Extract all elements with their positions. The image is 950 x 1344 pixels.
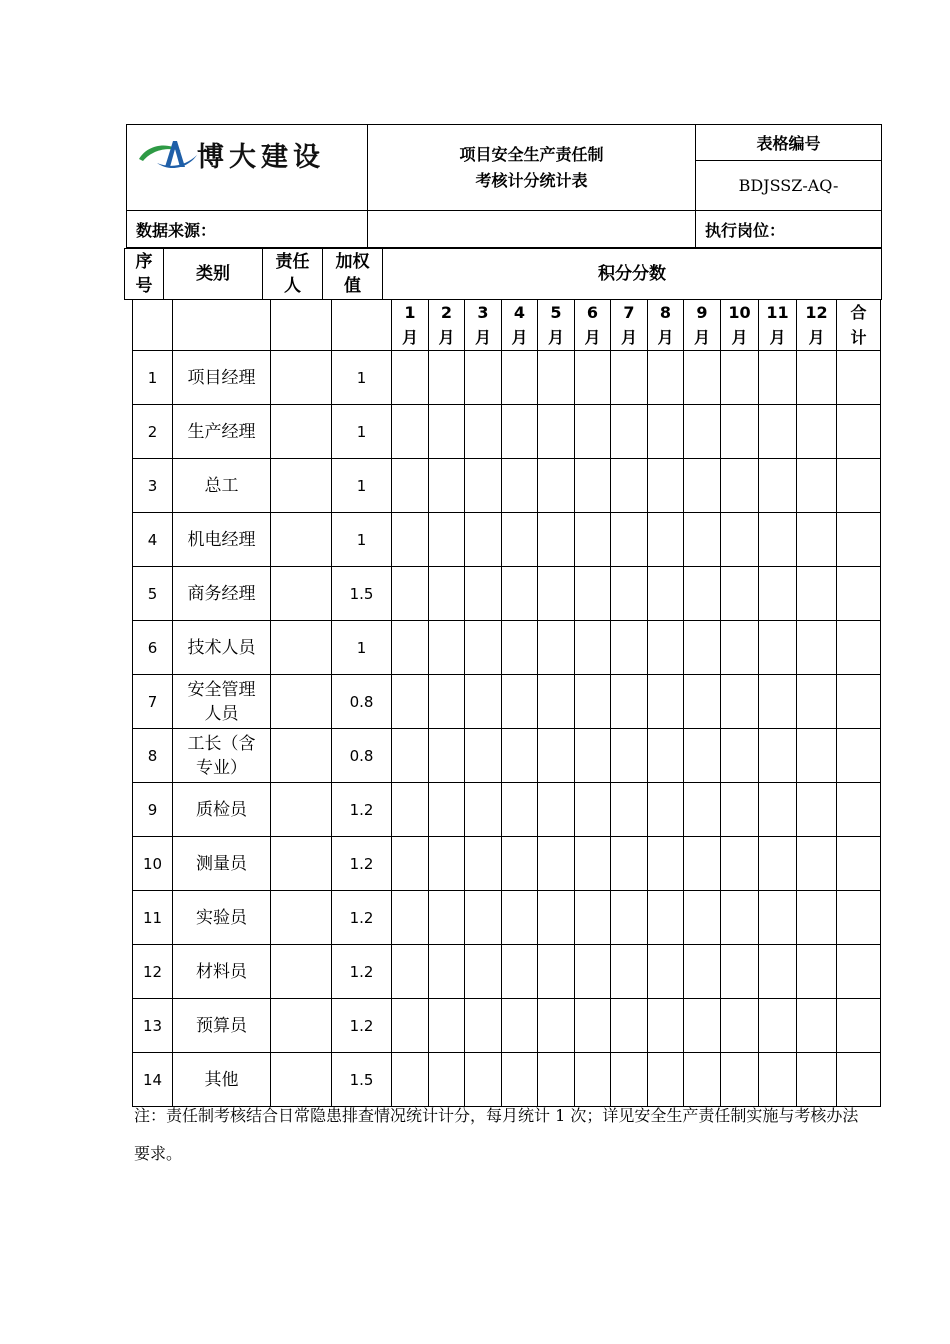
score-cell	[759, 567, 797, 621]
score-cell	[538, 567, 575, 621]
category-cell: 测量员	[173, 837, 271, 891]
score-cell	[721, 459, 759, 513]
score-cell	[797, 675, 837, 729]
score-cell	[429, 405, 465, 459]
score-cell	[502, 513, 538, 567]
weight-cell: 1.2	[332, 783, 392, 837]
score-cell	[465, 945, 502, 999]
score-cell	[611, 999, 648, 1053]
table-row	[133, 405, 881, 459]
score-cell	[797, 567, 837, 621]
score-cell	[538, 513, 575, 567]
score-cell	[502, 405, 538, 459]
weight-cell: 1.2	[332, 837, 392, 891]
score-cell	[797, 513, 837, 567]
score-cell	[684, 351, 721, 405]
category-cell: 材料员	[173, 945, 271, 999]
score-cell	[684, 837, 721, 891]
category-cell: 生产经理	[173, 405, 271, 459]
score-cell	[392, 513, 429, 567]
score-cell	[759, 513, 797, 567]
score-cell	[648, 891, 684, 945]
score-cell	[759, 621, 797, 675]
score-cell	[684, 675, 721, 729]
score-cell	[538, 459, 575, 513]
seq-cell: 13	[133, 999, 173, 1053]
weight-cell: 1.5	[332, 1053, 392, 1107]
score-cell	[575, 999, 611, 1053]
score-cell	[721, 891, 759, 945]
score-cell	[684, 459, 721, 513]
category-header: 类别	[164, 249, 263, 300]
score-cell	[429, 999, 465, 1053]
weight-cell: 1.2	[332, 891, 392, 945]
person-cell	[271, 837, 332, 891]
score-cell	[429, 729, 465, 783]
score-cell	[575, 405, 611, 459]
score-cell	[538, 405, 575, 459]
score-cell	[465, 729, 502, 783]
form-header	[126, 124, 882, 248]
score-cell	[797, 351, 837, 405]
month-header-4: 4 月	[502, 300, 538, 351]
score-cell	[392, 351, 429, 405]
seq-cell: 14	[133, 1053, 173, 1107]
score-cell	[502, 567, 538, 621]
score-cell	[648, 513, 684, 567]
seq-cell: 1	[133, 351, 173, 405]
score-cell	[648, 459, 684, 513]
score-cell	[465, 837, 502, 891]
score-cell	[502, 837, 538, 891]
score-cell	[684, 405, 721, 459]
total-header: 合 计	[837, 300, 881, 351]
score-cell	[721, 729, 759, 783]
score-cell	[759, 459, 797, 513]
category-cell: 项目经理	[173, 351, 271, 405]
score-cell	[429, 837, 465, 891]
score-cell	[538, 729, 575, 783]
score-cell	[797, 459, 837, 513]
score-cell	[502, 999, 538, 1053]
total-cell	[837, 675, 881, 729]
score-cell	[721, 837, 759, 891]
month-header-12: 12 月	[797, 300, 837, 351]
score-cell	[684, 621, 721, 675]
score-cell	[648, 729, 684, 783]
score-cell	[721, 783, 759, 837]
score-cell	[648, 567, 684, 621]
score-cell	[429, 675, 465, 729]
person-cell	[271, 621, 332, 675]
score-cell	[538, 999, 575, 1053]
blank-header-cell	[133, 300, 173, 351]
form-title	[368, 125, 696, 211]
category-cell: 实验员	[173, 891, 271, 945]
score-cell	[429, 459, 465, 513]
table-row	[133, 621, 881, 675]
score-cell	[392, 891, 429, 945]
score-cell	[465, 891, 502, 945]
month-header-11: 11 月	[759, 300, 797, 351]
score-cell	[797, 621, 837, 675]
total-cell	[837, 837, 881, 891]
score-cell	[648, 621, 684, 675]
logo-mark-icon	[137, 133, 199, 173]
score-cell	[611, 513, 648, 567]
score-cell	[575, 729, 611, 783]
month-header-5: 5 月	[538, 300, 575, 351]
score-cell	[575, 621, 611, 675]
score-cell	[465, 675, 502, 729]
title-line-1: 项目安全生产责任制	[459, 144, 604, 164]
score-cell	[797, 837, 837, 891]
person-cell	[271, 405, 332, 459]
table-row	[133, 891, 881, 945]
total-cell	[837, 513, 881, 567]
total-cell	[837, 891, 881, 945]
score-cell	[502, 945, 538, 999]
blank-header-cell	[332, 300, 392, 351]
seq-cell: 2	[133, 405, 173, 459]
score-cell	[721, 513, 759, 567]
score-cell	[648, 405, 684, 459]
score-cell	[759, 837, 797, 891]
score-cell	[721, 675, 759, 729]
score-cell	[611, 567, 648, 621]
table-row	[133, 567, 881, 621]
person-cell	[271, 783, 332, 837]
score-cell	[684, 891, 721, 945]
footnote: 注：责任制考核结合日常隐患排查情况统计计分，每月统计 1 次；详见安全生产责任制实施与考核办法要求。	[134, 1106, 859, 1163]
seq-cell: 12	[133, 945, 173, 999]
score-header: 积分分数	[383, 249, 882, 300]
score-cell	[684, 945, 721, 999]
score-cell	[648, 675, 684, 729]
score-cell	[759, 945, 797, 999]
month-header-9: 9 月	[684, 300, 721, 351]
category-cell: 机电经理	[173, 513, 271, 567]
total-cell	[837, 945, 881, 999]
category-cell: 预算员	[173, 999, 271, 1053]
category-cell: 工长（含专业）	[173, 729, 271, 783]
score-cell	[429, 621, 465, 675]
score-cell	[538, 621, 575, 675]
seq-cell: 3	[133, 459, 173, 513]
total-cell	[837, 621, 881, 675]
score-cell	[465, 513, 502, 567]
seq-cell: 10	[133, 837, 173, 891]
score-cell	[759, 405, 797, 459]
score-cell	[502, 729, 538, 783]
total-cell	[837, 459, 881, 513]
score-cell	[392, 459, 429, 513]
score-cell	[538, 837, 575, 891]
data-source-label: 数据来源：	[127, 211, 368, 248]
score-table	[132, 299, 881, 1107]
score-cell	[721, 405, 759, 459]
score-cell	[575, 513, 611, 567]
score-cell	[392, 405, 429, 459]
score-cell	[392, 567, 429, 621]
score-cell	[684, 783, 721, 837]
seq-cell: 7	[133, 675, 173, 729]
weight-cell: 1	[332, 351, 392, 405]
score-cell	[611, 891, 648, 945]
total-cell	[837, 567, 881, 621]
score-cell	[797, 783, 837, 837]
score-cell	[465, 999, 502, 1053]
month-header-8: 8 月	[648, 300, 684, 351]
score-cell	[721, 351, 759, 405]
score-cell	[611, 351, 648, 405]
category-cell: 商务经理	[173, 567, 271, 621]
category-cell: 质检员	[173, 783, 271, 837]
post-label: 执行岗位：	[696, 211, 882, 248]
month-header-2: 2 月	[429, 300, 465, 351]
score-cell	[721, 621, 759, 675]
data-source-value	[368, 211, 696, 248]
weight-cell: 1	[332, 513, 392, 567]
weight-cell: 1	[332, 621, 392, 675]
score-cell	[575, 837, 611, 891]
score-cell	[797, 729, 837, 783]
score-cell	[575, 675, 611, 729]
score-cell	[392, 945, 429, 999]
score-cell	[465, 621, 502, 675]
score-cell	[648, 945, 684, 999]
person-cell	[271, 513, 332, 567]
total-cell	[837, 999, 881, 1053]
score-cell	[684, 567, 721, 621]
total-cell	[837, 405, 881, 459]
table-row	[133, 945, 881, 999]
score-cell	[721, 567, 759, 621]
score-cell	[648, 351, 684, 405]
score-cell	[759, 891, 797, 945]
column-header	[124, 248, 882, 300]
score-cell	[575, 459, 611, 513]
total-cell	[837, 783, 881, 837]
category-cell: 总工	[173, 459, 271, 513]
weight-cell: 1	[332, 459, 392, 513]
score-cell	[759, 783, 797, 837]
category-cell: 技术人员	[173, 621, 271, 675]
score-cell	[575, 891, 611, 945]
score-cell	[429, 567, 465, 621]
score-cell	[538, 783, 575, 837]
score-cell	[465, 783, 502, 837]
person-cell	[271, 945, 332, 999]
score-cell	[538, 945, 575, 999]
score-cell	[575, 567, 611, 621]
score-cell	[392, 729, 429, 783]
month-header-1: 1 月	[392, 300, 429, 351]
score-cell	[538, 675, 575, 729]
score-cell	[759, 729, 797, 783]
title-line-2: 考核计分统计表	[475, 170, 588, 190]
person-cell	[271, 999, 332, 1053]
score-cell	[684, 513, 721, 567]
weight-cell: 0.8	[332, 729, 392, 783]
score-cell	[465, 405, 502, 459]
score-cell	[759, 675, 797, 729]
seq-cell: 11	[133, 891, 173, 945]
month-header-row	[133, 300, 881, 351]
score-cell	[502, 621, 538, 675]
score-cell	[797, 999, 837, 1053]
score-cell	[392, 783, 429, 837]
month-header-3: 3 月	[465, 300, 502, 351]
person-cell	[271, 729, 332, 783]
score-cell	[465, 459, 502, 513]
score-cell	[502, 351, 538, 405]
form-code-label: 表格编号	[696, 125, 882, 161]
table-row	[133, 783, 881, 837]
company-logo	[127, 125, 368, 211]
score-cell	[429, 351, 465, 405]
weight-cell: 0.8	[332, 675, 392, 729]
logo-text: 博大建设	[197, 142, 325, 173]
score-cell	[392, 621, 429, 675]
weight-cell: 1.5	[332, 567, 392, 621]
score-cell	[611, 621, 648, 675]
score-cell	[502, 783, 538, 837]
score-cell	[648, 837, 684, 891]
person-cell	[271, 891, 332, 945]
weight-header: 加权 值	[323, 249, 383, 300]
score-cell	[684, 999, 721, 1053]
table-row	[133, 459, 881, 513]
score-cell	[611, 675, 648, 729]
score-cell	[575, 945, 611, 999]
score-cell	[465, 567, 502, 621]
form-code-value: BDJSSZ-AQ-	[696, 161, 882, 211]
score-cell	[575, 351, 611, 405]
month-header-6: 6 月	[575, 300, 611, 351]
score-cell	[392, 675, 429, 729]
seq-cell: 8	[133, 729, 173, 783]
score-cell	[429, 783, 465, 837]
category-cell: 安全管理人员	[173, 675, 271, 729]
person-header: 责任 人	[263, 249, 323, 300]
month-header-7: 7 月	[611, 300, 648, 351]
blank-header-cell	[173, 300, 271, 351]
score-cell	[611, 729, 648, 783]
score-cell	[429, 513, 465, 567]
score-cell	[465, 351, 502, 405]
score-cell	[797, 891, 837, 945]
score-cell	[648, 999, 684, 1053]
score-cell	[611, 405, 648, 459]
score-cell	[429, 945, 465, 999]
score-cell	[392, 837, 429, 891]
table-row	[133, 729, 881, 783]
month-header-10: 10 月	[721, 300, 759, 351]
seq-header: 序 号	[125, 249, 164, 300]
score-cell	[502, 675, 538, 729]
score-cell	[611, 783, 648, 837]
table-row	[133, 837, 881, 891]
seq-cell: 5	[133, 567, 173, 621]
total-cell	[837, 729, 881, 783]
score-cell	[575, 783, 611, 837]
score-cell	[611, 459, 648, 513]
table-row	[133, 351, 881, 405]
score-cell	[611, 945, 648, 999]
score-cell	[538, 891, 575, 945]
table-row	[133, 675, 881, 729]
score-cell	[721, 999, 759, 1053]
score-cell	[502, 891, 538, 945]
weight-cell: 1	[332, 405, 392, 459]
score-cell	[684, 729, 721, 783]
seq-cell: 6	[133, 621, 173, 675]
score-cell	[759, 999, 797, 1053]
score-cell	[759, 351, 797, 405]
weight-cell: 1.2	[332, 999, 392, 1053]
score-cell	[392, 999, 429, 1053]
person-cell	[271, 567, 332, 621]
category-cell: 其他	[173, 1053, 271, 1107]
score-cell	[611, 837, 648, 891]
blank-header-cell	[271, 300, 332, 351]
score-cell	[721, 945, 759, 999]
weight-cell: 1.2	[332, 945, 392, 999]
person-cell	[271, 675, 332, 729]
seq-cell: 9	[133, 783, 173, 837]
seq-cell: 4	[133, 513, 173, 567]
score-cell	[648, 783, 684, 837]
person-cell	[271, 459, 332, 513]
table-row	[133, 513, 881, 567]
score-cell	[797, 945, 837, 999]
score-cell	[502, 459, 538, 513]
score-cell	[797, 405, 837, 459]
score-cell	[429, 891, 465, 945]
table-row	[133, 999, 881, 1053]
person-cell	[271, 351, 332, 405]
score-cell	[538, 351, 575, 405]
total-cell	[837, 351, 881, 405]
